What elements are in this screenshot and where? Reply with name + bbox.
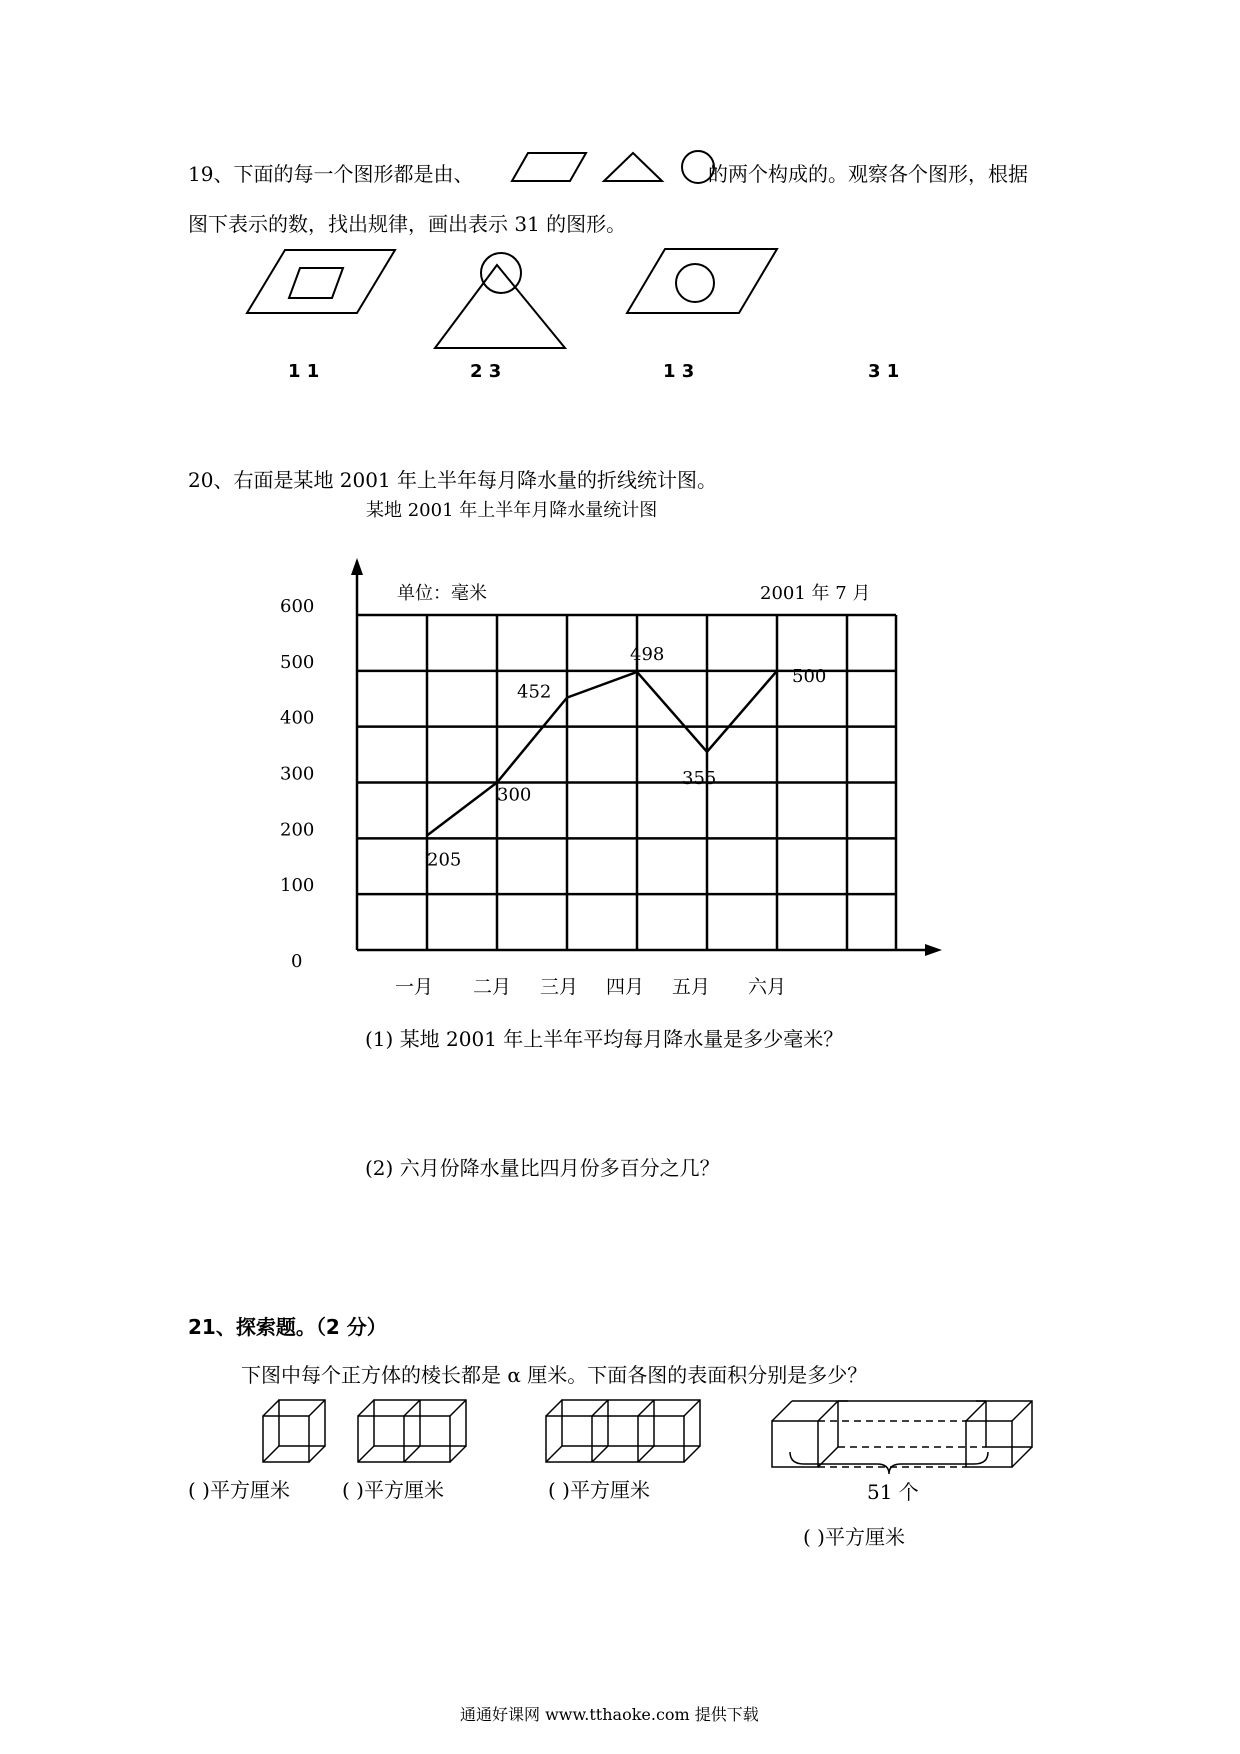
y-tick-label: 500: [280, 651, 315, 673]
figure-label-1: 1 1: [288, 361, 320, 382]
x-category-label: 六月: [748, 976, 787, 998]
cube-edge: [309, 1446, 325, 1462]
cube-edge: [358, 1400, 374, 1416]
cube-back-face: [562, 1400, 700, 1446]
cube-edge: [966, 1401, 986, 1421]
answer-blank-1: ( )平方厘米: [188, 1478, 290, 1502]
cube-front-face: [966, 1421, 1012, 1467]
cube-edge: [772, 1401, 792, 1421]
cube-edge: [263, 1400, 279, 1416]
chart-title: 某地 2001 年上半年月降水量统计图: [366, 500, 658, 521]
cube-divider: [592, 1400, 608, 1416]
q20-intro: 20、右面是某地 2001 年上半年每月降水量的折线统计图。: [188, 468, 718, 492]
cube-edge: [263, 1446, 279, 1462]
cube-divider: [404, 1400, 420, 1416]
cube-edge: [546, 1400, 562, 1416]
cube-edge: [450, 1446, 466, 1462]
cube-edge: [818, 1401, 838, 1421]
y-tick-label: 100: [280, 875, 315, 897]
data-label: 205: [427, 849, 462, 871]
data-label: 498: [630, 643, 665, 665]
cube-edge: [684, 1446, 700, 1462]
data-label: 500: [792, 665, 827, 687]
answer-blank-2: ( )平方厘米: [342, 1478, 444, 1502]
y-tick-label: 0: [291, 951, 303, 972]
figure-label-2: 2 3: [470, 361, 502, 382]
cube-figure-2: [358, 1400, 466, 1462]
q20-sub2: (2) 六月份降水量比四月份多百分之几？: [365, 1156, 720, 1180]
q19-line2: 图下表示的数，找出规律，画出表示 31 的图形。: [188, 212, 627, 236]
cube-divider: [638, 1400, 654, 1416]
x-category-label: 一月: [395, 976, 434, 998]
cube-edge: [450, 1400, 466, 1416]
cube-edge: [358, 1446, 374, 1462]
cube-front-face: [772, 1421, 818, 1467]
cube-edge: [546, 1446, 562, 1462]
q20-sub1: (1) 某地 2001 年上半年平均每月降水量是多少毫米？: [365, 1027, 844, 1051]
y-tick-label: 300: [280, 763, 315, 785]
x-category-label: 三月: [540, 976, 579, 998]
x-category-label: 五月: [672, 976, 711, 998]
answer-blank-3: ( )平方厘米: [548, 1478, 650, 1502]
cube-divider: [592, 1446, 608, 1462]
figure-label-4: 3 1: [868, 361, 900, 382]
cube-divider: [638, 1446, 654, 1462]
cube-edge: [1012, 1447, 1032, 1467]
cube-edge: [309, 1400, 325, 1416]
chart-date-label: 2001 年 7 月: [760, 583, 871, 604]
brace: [790, 1452, 988, 1474]
data-label: 300: [497, 784, 532, 806]
chart-unit-label: 单位：毫米: [397, 583, 487, 604]
y-tick-label: 600: [280, 596, 315, 617]
cube-figure-4: [772, 1401, 1032, 1474]
y-tick-label: 200: [280, 819, 315, 841]
count-label: 51 个: [867, 1480, 919, 1504]
cube-edge: [1012, 1401, 1032, 1421]
cube-front-face: [546, 1416, 684, 1462]
data-label: 452: [517, 681, 552, 703]
data-label: 355: [682, 767, 717, 789]
q19-line1-post: 的两个构成的。观察各个图形，根据: [708, 162, 1028, 186]
q19-line1-pre: 19、下面的每一个图形都是由、: [188, 162, 474, 186]
q21-desc: 下图中每个正方体的棱长都是 α 厘米。下面各图的表面积分别是多少？: [241, 1363, 868, 1387]
cube-edge: [684, 1400, 700, 1416]
q21-title: 21、探索题。（2 分）: [188, 1315, 387, 1339]
figure-label-3: 1 3: [663, 361, 695, 382]
cube-divider: [404, 1446, 420, 1462]
x-category-label: 二月: [473, 976, 512, 998]
cube-figure-1: [263, 1400, 325, 1462]
page-footer: 通通好课网 www.tthaoke.com 提供下载: [460, 1705, 759, 1724]
y-tick-label: 400: [280, 707, 315, 729]
x-category-label: 四月: [606, 976, 645, 998]
cube-figure-3: [546, 1400, 700, 1462]
answer-blank-4: ( )平方厘米: [803, 1525, 905, 1549]
